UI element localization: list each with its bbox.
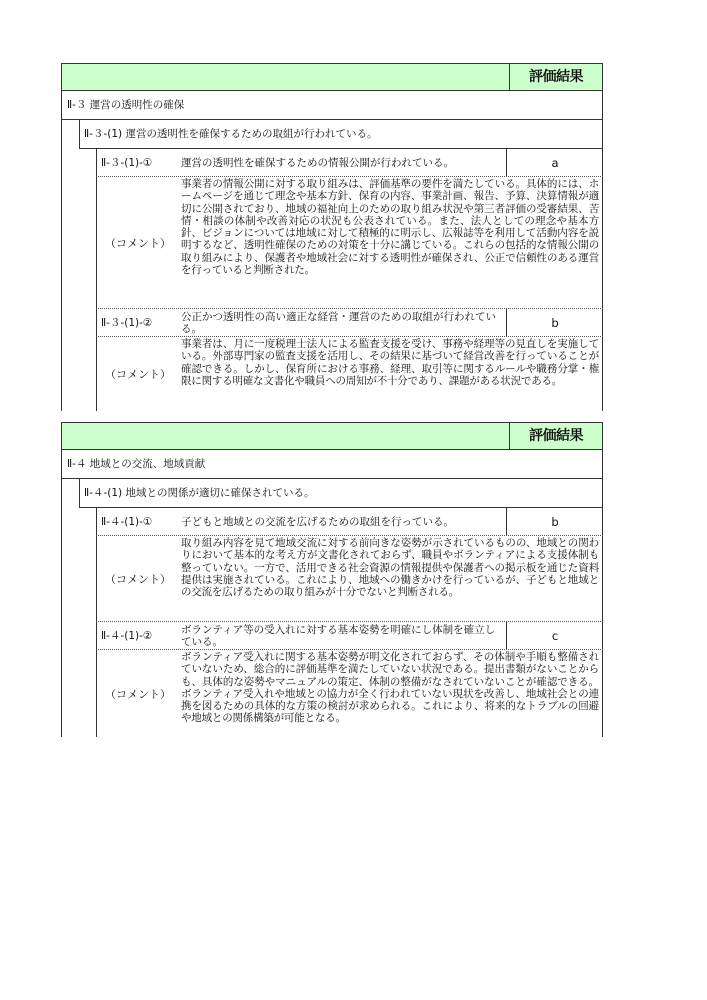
item-text: 公正かつ透明性の高い適正な経営・運営のための取組が行われている。 xyxy=(181,310,496,335)
evaluation-item xyxy=(96,309,603,337)
item-result: b xyxy=(506,309,603,336)
comment-label: （コメント） xyxy=(105,236,171,250)
comment-label: （コメント） xyxy=(105,687,171,701)
evaluation-section-1 xyxy=(61,63,603,411)
evaluation-item xyxy=(96,508,603,536)
evaluation-item xyxy=(96,622,603,650)
item-result: c xyxy=(506,622,603,649)
item-text: 子どもと地域との交流を広げるための取組を行っている。 xyxy=(181,515,454,528)
evaluation-result-header: 評価結果 xyxy=(509,423,602,449)
comment-text: 事業者は、月に一度税理士法人による監査支援を受け、事務や経理等の見直しを実施している。外部専門家の監査支援を活用し、その結果に基づいて経営改善を行っていることが確認できる。しかし、保育所における事務、経理、取引等に関するルールや職務分掌・権限に関する明確な文書化や職員への周知が不十分であり、課題がある状況である。 xyxy=(181,338,599,387)
comment-row xyxy=(96,337,603,411)
comment-label: （コメント） xyxy=(105,368,171,381)
evaluation-result-header: 評価結果 xyxy=(509,64,602,90)
comment-label: （コメント） xyxy=(105,572,171,586)
comment-row xyxy=(96,177,603,309)
comment-text: 取り組み内容を見て地域交流に対する前向きな姿勢が示されているものの、地域との関わりにおいて基本的な考え方が文書化されておらず、職員やボランティアによる支援体制も整っていない。一方で、活用できる社会資源の情報提供や保護者への掲示板を通じた資料提供は実施されている。これにより、地域への働きかけを行っているが、子どもと地域との交流を広げるための取り組みが十分でないと判断される。 xyxy=(181,537,599,599)
section-header-bar xyxy=(61,63,603,91)
comment-row xyxy=(96,650,603,737)
item-id: Ⅱ-３-(1)-② xyxy=(101,317,153,329)
section-title: Ⅱ-４ 地域との交流、地域貢献 xyxy=(61,450,603,479)
item-result: b xyxy=(506,508,603,535)
evaluation-section-2 xyxy=(61,422,603,737)
item-id: Ⅱ-４-(1)-① xyxy=(101,516,153,528)
section-header-bar xyxy=(61,422,603,450)
item-id: Ⅱ-４-(1)-② xyxy=(101,630,153,642)
item-id: Ⅱ-３-(1)-① xyxy=(101,157,153,169)
subsection-title: Ⅱ-４-(1) 地域との関係が適切に確保されている。 xyxy=(79,479,603,508)
comment-text: ボランティア受入れに関する基本姿勢が明文化されておらず、その体制や手順も整備されていないため、総合的に評価基準を満たしていない状況である。提出書類がないことからも、具体的な姿勢やマニュアルの策定、体制の整備がなされていないことが確認できる。ボランティア受入れや地域との協力が全く行われていない現状を改善し、地域社会との連携を図るための具体的な方策の検討が求められる。これにより、将来的なトラブルの回避や地域との関係構築が可能となる。 xyxy=(181,651,599,725)
comment-text: 事業者の情報公開に対する取り組みは、評価基準の要件を満たしている。具体的には、ホームページを通じて理念や基本方針、保育の内容、事業計画、報告、予算、決算情報が適切に公開されており、地域の福祉向上のための取り組み状況や第三者評価の受審結果、苦情・相談の体制や改善対応の状況も公表されている。また、法人としての理念や基本方針、ビジョンについては地域に対して積極的に明示し、広報誌等を利用して活動内容を説明するなど、透明性確保のための対策を十分に講じている。これらの包括的な情報公開の取り組みにより、保護者や地域社会に対する透明性が確保され、公正で信頼性のある運営を行っていると判断された。 xyxy=(181,178,599,277)
item-result: a xyxy=(506,149,603,176)
evaluation-item xyxy=(96,149,603,177)
section-title: Ⅱ-３ 運営の透明性の確保 xyxy=(61,91,603,120)
item-text: 運営の透明性を確保するための情報公開が行われている。 xyxy=(181,156,454,169)
comment-row xyxy=(96,536,603,622)
item-text: ボランティア等の受入れに対する基本姿勢を明確にし体制を確立している。 xyxy=(181,623,496,648)
subsection-title: Ⅱ-３-(1) 運営の透明性を確保するための取組が行われている。 xyxy=(79,120,603,149)
